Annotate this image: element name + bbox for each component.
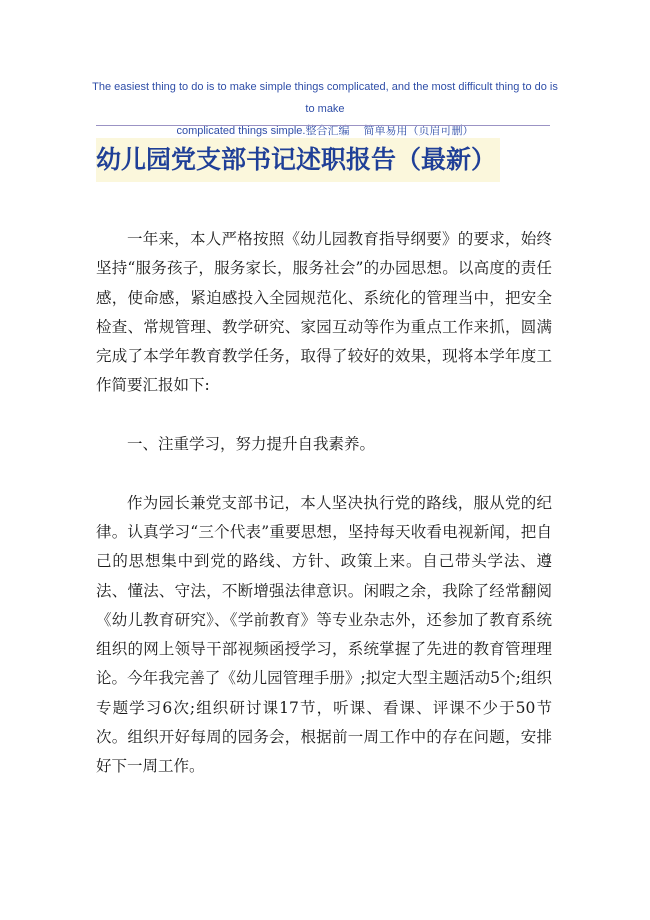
header-divider [96,125,550,126]
title-highlight [96,138,500,182]
document-body [96,225,552,811]
page-header [88,76,562,142]
paragraph-study: 作为园长兼党支部书记，本人坚决执行党的路线，服从党的纪律。认真学习“三个代表”重要思想，坚持每天收看电视新闻，把自己的思想集中到党的路线、方针、政策上来。自己带头学法、遵法、懂法、守法，不断增强法律意识。闲暇之余，我除了经常翻阅《幼儿教育研究》、《学前教育》等专业杂志外，还参加了教育系统组织的网上领导干部视频函授学习，系统掌握了先进的教育管理理论。今年我完善了《幼儿园管理手册》;拟定大型主题活动5个;组织专题学习6次;组织研讨课17节，听课、看课、评课不少于50节次。组织开好每周的园务会，根据前一周工作中的存在问题，安排好下一周工作。 [96,493,552,776]
document-title: 幼儿园党支部书记述职报告（最新） [96,145,497,174]
header-line-2-chinese: 整合汇编 简单易用（页眉可删） [305,125,474,137]
paragraph-section-heading: 一、注重学习，努力提升自我素养。 [127,435,376,454]
header-line-1: The easiest thing to do is to make simple things complicated, and the most difficult thing to do is to make [92,81,558,115]
header-line-2-english: complicated things simple. [176,125,306,137]
paragraph-intro: 一年来，本人严格按照《幼儿园教育指导纲要》的要求，始终坚持“服务孩子，服务家长，服务社会”的办园思想。以高度的责任感，使命感，紧迫感投入全园规范化、系统化的管理当中，把安全检查、常规管理、教学研究、家园互动等作为重点工作来抓，圆满完成了本学年教育教学任务，取得了较好的效果，现将本学年度工作简要汇报如下: [96,230,552,395]
